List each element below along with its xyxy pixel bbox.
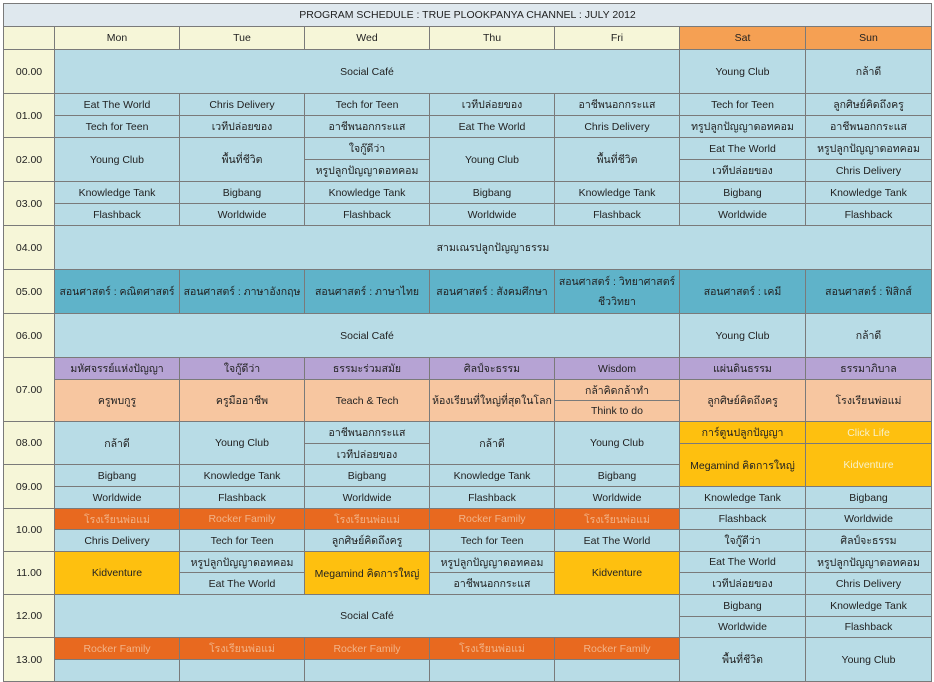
program-cell: Young Club: [680, 50, 806, 94]
program-cell: Flashback: [55, 204, 180, 226]
program-cell: Kidventure: [55, 552, 180, 595]
program-cell: มหัศจรรย์แห่งปัญญา: [55, 358, 180, 380]
program-cell: Knowledge Tank: [806, 182, 932, 204]
program-cell: หรูปลูกปัญญาดอทคอม: [806, 138, 932, 160]
program-cell: อาชีพนอกกระแส: [555, 94, 680, 116]
program-cell: Flashback: [305, 204, 430, 226]
time-label: 10.00: [4, 509, 55, 552]
program-cell: Chris Delivery: [55, 530, 180, 552]
program-cell: สอนศาสตร์ : เคมี: [680, 270, 806, 314]
program-cell-line: ชีววิทยา: [598, 295, 636, 308]
program-cell: สามเณรปลูกปัญญาธรรม: [55, 226, 932, 270]
time-label: 13.00: [4, 638, 55, 682]
program-cell: Kidventure: [806, 444, 932, 487]
program-cell: Flashback: [806, 204, 932, 226]
program-cell: ใจกู๊ดีว่า: [305, 138, 430, 160]
time-label: 05.00: [4, 270, 55, 314]
program-cell: หรูปลูกปัญญาดอทคอม: [305, 160, 430, 182]
program-cell: Social Café: [55, 314, 680, 358]
day-header-tue: Tue: [180, 27, 305, 50]
program-cell: ใจกู๊ดีว่า: [680, 530, 806, 552]
program-cell: Eat The World: [555, 530, 680, 552]
program-cell: ลูกศิษย์คิดถึงครู: [806, 94, 932, 116]
program-cell: Eat The World: [680, 552, 806, 573]
time-label: 01.00: [4, 94, 55, 138]
time-label: 06.00: [4, 314, 55, 358]
program-cell: Worldwide: [680, 204, 806, 226]
program-cell: ธรรมะร่วมสมัย: [305, 358, 430, 380]
time-label: 00.00: [4, 50, 55, 94]
program-cell: Tech for Teen: [305, 94, 430, 116]
program-cell: Knowledge Tank: [55, 182, 180, 204]
program-cell: Young Club: [806, 638, 932, 682]
program-cell: โรงเรียนพ่อแม่: [305, 509, 430, 530]
program-cell: Young Club: [55, 138, 180, 182]
program-cell: หรูปลูกปัญญาดอทคอม: [806, 552, 932, 573]
program-cell: Worldwide: [680, 617, 806, 638]
program-cell: สอนศาสตร์ : สังคมศึกษา: [430, 270, 555, 314]
program-cell: อาชีพนอกกระแส: [430, 573, 555, 595]
program-cell: Rocker Family: [305, 638, 430, 660]
program-cell: Tech for Teen: [680, 94, 806, 116]
program-cell: Social Café: [55, 595, 680, 638]
program-cell: อาชีพนอกกระแส: [305, 422, 430, 444]
program-cell: Chris Delivery: [555, 116, 680, 138]
program-cell: Eat The World: [430, 116, 555, 138]
program-cell: Worldwide: [305, 487, 430, 509]
program-cell: หรูปลูกปัญญาดอทคอม: [430, 552, 555, 573]
program-cell: ธรรมาภิบาล: [806, 358, 932, 380]
program-cell-line: สอนศาสตร์ : วิทยาศาสตร์: [558, 275, 676, 288]
program-cell: Young Club: [680, 314, 806, 358]
program-cell: อาชีพนอกกระแส: [806, 116, 932, 138]
program-cell: Teach & Tech: [305, 380, 430, 422]
time-label: 09.00: [4, 465, 55, 509]
program-cell: Eat The World: [55, 94, 180, 116]
program-cell: Flashback: [180, 487, 305, 509]
program-cell: เวทีปล่อยของ: [305, 444, 430, 465]
program-cell: Bigbang: [55, 465, 180, 487]
day-header-mon: Mon: [55, 27, 180, 50]
program-cell: Flashback: [806, 617, 932, 638]
program-cell: Social Café: [55, 50, 680, 94]
program-cell-science: [555, 270, 680, 314]
time-label: 11.00: [4, 552, 55, 595]
corner-cell: [4, 27, 55, 50]
program-cell: Tech for Teen: [430, 530, 555, 552]
program-cell: Knowledge Tank: [680, 487, 806, 509]
program-cell: Click Life: [806, 422, 932, 444]
program-cell: Eat The World: [180, 573, 305, 595]
day-header-wed: Wed: [305, 27, 430, 50]
program-cell: Megamind คิดการใหญ่: [680, 444, 806, 487]
schedule-title: PROGRAM SCHEDULE : TRUE PLOOKPANYA CHANNEL : JULY 2012: [4, 4, 932, 27]
program-cell: แผ่นดินธรรม: [680, 358, 806, 380]
program-cell: ทรูปลูกปัญญาดอทคอม: [680, 116, 806, 138]
program-cell: การ์ตูนปลูกปัญญา: [680, 422, 806, 444]
program-cell: Rocker Family: [55, 638, 180, 660]
program-cell: ห้องเรียนที่ใหญ่ที่สุดในโลก: [430, 380, 555, 422]
day-header-thu: Thu: [430, 27, 555, 50]
time-label: 04.00: [4, 226, 55, 270]
program-cell: ลูกศิษย์คิดถึงครู: [680, 380, 806, 422]
time-label: 12.00: [4, 595, 55, 638]
program-cell: เวทีปล่อยของ: [430, 94, 555, 116]
program-cell: Worldwide: [180, 204, 305, 226]
program-cell: สอนศาสตร์ : ภาษาอังกฤษ: [180, 270, 305, 314]
program-cell: Think to do: [555, 401, 680, 422]
program-cell: โรงเรียนพ่อแม่: [55, 509, 180, 530]
program-cell: Bigbang: [806, 487, 932, 509]
program-cell: กล้าดี: [55, 422, 180, 465]
program-cell: ศิลป์จะธรรม: [806, 530, 932, 552]
program-cell: Rocker Family: [430, 509, 555, 530]
program-cell: กล้าดี: [430, 422, 555, 465]
program-cell: เวทีปล่อยของ: [680, 573, 806, 595]
program-cell: เวทีปล่อยของ: [680, 160, 806, 182]
schedule-table: [3, 3, 932, 682]
program-cell: โรงเรียนพ่อแม่: [555, 509, 680, 530]
program-cell: Bigbang: [555, 465, 680, 487]
program-cell: Chris Delivery: [180, 94, 305, 116]
time-label: 03.00: [4, 182, 55, 226]
program-cell: Worldwide: [430, 204, 555, 226]
time-label: 07.00: [4, 358, 55, 422]
program-cell: Knowledge Tank: [180, 465, 305, 487]
program-cell: เวทีปล่อยของ: [180, 116, 305, 138]
program-cell: Tech for Teen: [55, 116, 180, 138]
program-cell: Rocker Family: [555, 638, 680, 660]
program-cell: Bigbang: [305, 465, 430, 487]
program-cell: Kidventure: [555, 552, 680, 595]
day-header-sat: Sat: [680, 27, 806, 50]
day-header-sun: Sun: [806, 27, 932, 50]
program-cell: ลูกศิษย์คิดถึงครู: [305, 530, 430, 552]
program-cell: หรูปลูกปัญญาดอทคอม: [180, 552, 305, 573]
program-cell: Chris Delivery: [806, 573, 932, 595]
program-cell: Tech for Teen: [180, 530, 305, 552]
program-cell: Worldwide: [555, 487, 680, 509]
program-cell: โรงเรียนพ่อแม่: [806, 380, 932, 422]
program-cell: พื้นที่ชีวิต: [555, 138, 680, 182]
program-cell: ครูมืออาชีพ: [180, 380, 305, 422]
time-label: 02.00: [4, 138, 55, 182]
program-cell: กล้าคิดกล้าทำ: [555, 380, 680, 401]
program-cell: โรงเรียนพ่อแม่: [430, 638, 555, 660]
time-label: 08.00: [4, 422, 55, 465]
program-cell: Knowledge Tank: [305, 182, 430, 204]
program-cell: Worldwide: [55, 487, 180, 509]
program-cell: Flashback: [680, 509, 806, 530]
program-cell: สอนศาสตร์ : ฟิสิกส์: [806, 270, 932, 314]
program-cell: โรงเรียนพ่อแม่: [180, 638, 305, 660]
program-cell: Rocker Family: [180, 509, 305, 530]
program-cell: Eat The World: [680, 138, 806, 160]
program-cell: Megamind คิดการใหญ่: [305, 552, 430, 595]
program-cell: Bigbang: [180, 182, 305, 204]
program-cell: Knowledge Tank: [430, 465, 555, 487]
program-cell: ใจกู๊ดีว่า: [180, 358, 305, 380]
program-cell: สอนศาสตร์ : ภาษาไทย: [305, 270, 430, 314]
program-cell: Young Club: [555, 422, 680, 465]
program-cell: Bigbang: [680, 182, 806, 204]
program-cell: พื้นที่ชีวิต: [680, 638, 806, 682]
day-header-fri: Fri: [555, 27, 680, 50]
program-cell: Flashback: [555, 204, 680, 226]
program-cell: Worldwide: [806, 509, 932, 530]
program-cell: Bigbang: [680, 595, 806, 617]
program-cell: อาชีพนอกกระแส: [305, 116, 430, 138]
program-cell: Young Club: [430, 138, 555, 182]
program-cell: ครูพบกูรู: [55, 380, 180, 422]
program-cell: ศิลป์จะธรรม: [430, 358, 555, 380]
program-cell: Knowledge Tank: [555, 182, 680, 204]
program-cell: สอนศาสตร์ : คณิตศาสตร์: [55, 270, 180, 314]
program-cell: Young Club: [180, 422, 305, 465]
program-cell: กล้าดี: [806, 50, 932, 94]
program-cell: Bigbang: [430, 182, 555, 204]
program-cell: Flashback: [430, 487, 555, 509]
program-cell: Wisdom: [555, 358, 680, 380]
program-cell: Chris Delivery: [806, 160, 932, 182]
program-cell: กล้าดี: [806, 314, 932, 358]
program-cell: Knowledge Tank: [806, 595, 932, 617]
program-cell: พื้นที่ชีวิต: [180, 138, 305, 182]
